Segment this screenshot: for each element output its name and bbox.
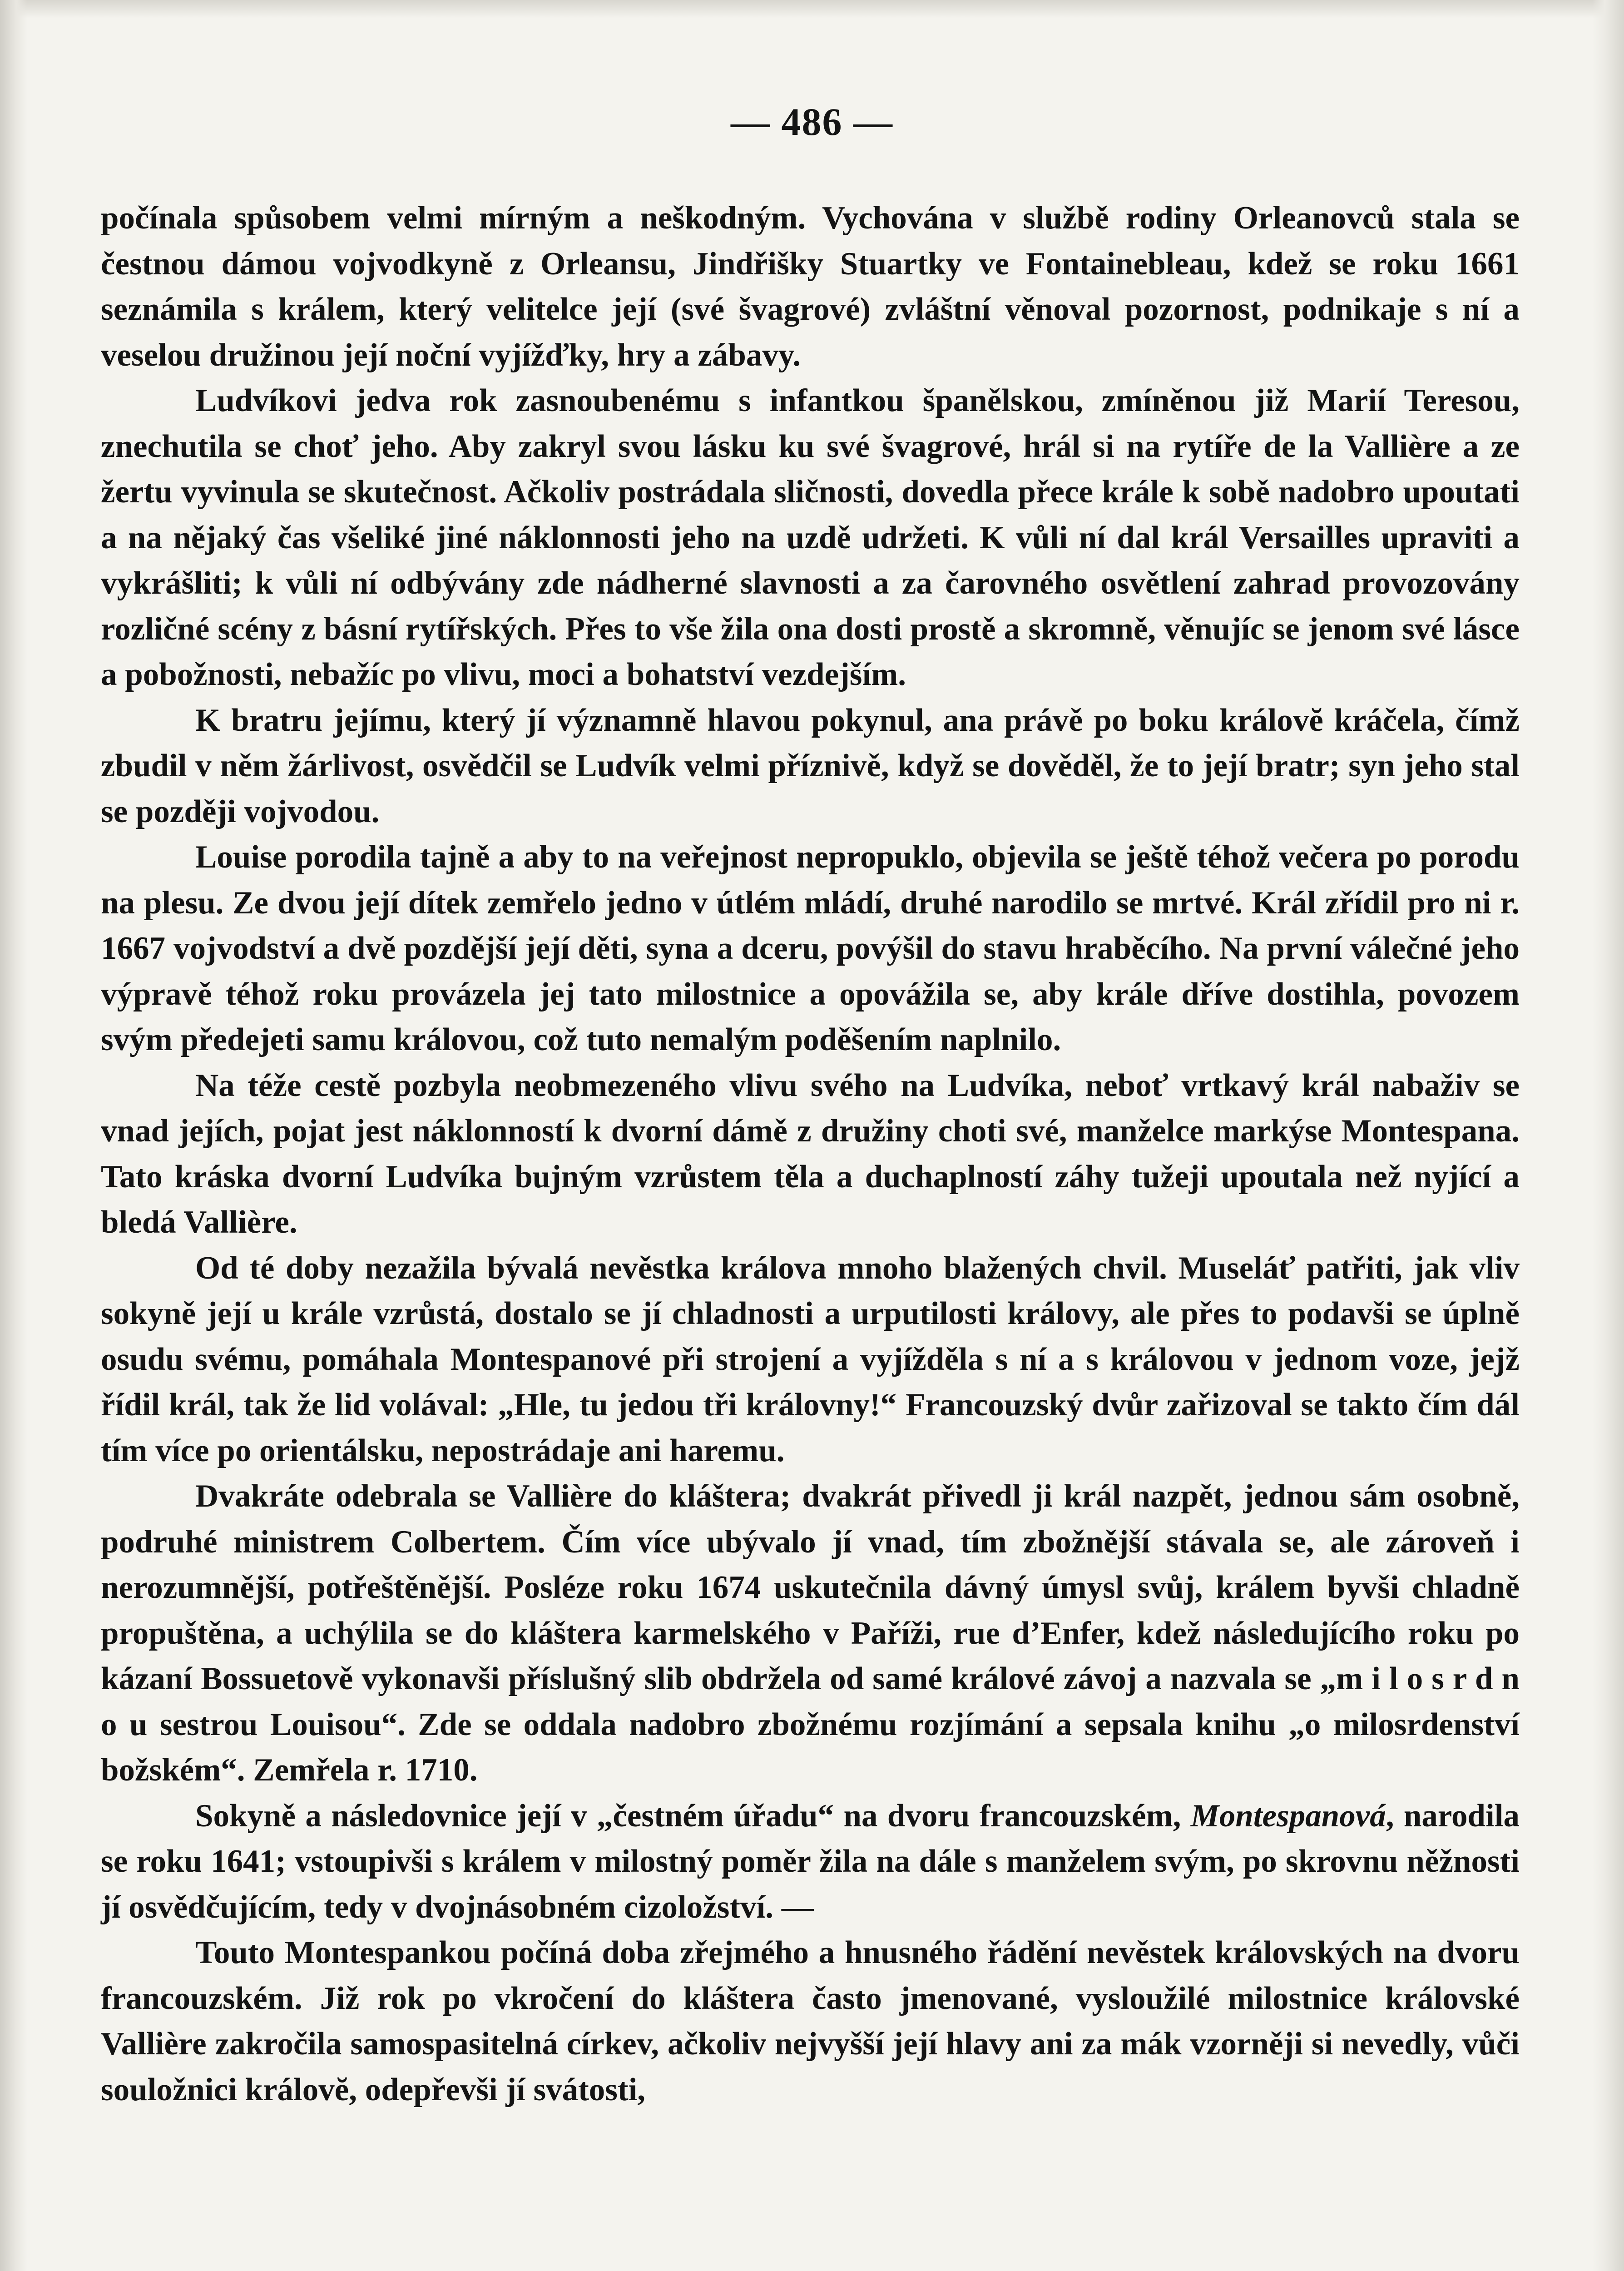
body-text (101, 195, 1520, 2112)
page-number: — 486 — (731, 100, 893, 144)
paragraph-2: Ludvíkovi jedva rok zasnoubenému s infantkou španělskou, zmíněnou již Marií Teresou, znechutila se choť jeho. Aby zakryl svou lásku ku své švagrové, hrál si na rytíře de la Vallière a ze žertu vyvinula se skutečnost. Ačkoliv postrádala sličnosti, dovedla přece krále k sobě nadobro upoutati a na nějaký čas všeliké jiné náklonnosti jeho na uzdě udržeti. K vůli ní dal král Versailles upraviti a vykrášliti; k vůli ní odbývány zde nádherné slavnosti a za čarovného osvětlení zahrad provozovány rozličné scény z básní rytířských. Přes to vše žila ona dosti prostě a skromně, věnujíc se jenom své lásce a pobožnosti, nebažíc po vlivu, moci a bohatství vezdejším. (101, 383, 1520, 692)
paragraph-3: K bratru jejímu, který jí významně hlavou pokynul, ana právě po boku královĕ kráčela, čímž zbudil v něm žárlivost, osvědčil se Ludvík velmi příznivě, když se dověděl, že to její bratr; syn jeho stal se později vojvodou. (101, 702, 1520, 829)
paragraph-8-after: , narodila se roku 1641; vstoupivši s králem v milostný poměr žila na dále s manželem svým, po skrovnu něžnosti jí osvědčujícím, tedy v dvojnásobném cizoložství. — (101, 1798, 1520, 1925)
scan-edge-right (1592, 0, 1624, 2271)
scan-edge-top (0, 0, 1624, 18)
paragraph-5: Na téže cestě pozbyla neobmezeného vlivu svého na Ludvíka, neboť vrtkavý král nabaživ se vnad jejích, pojat jest náklonností k dvorní dámě z družiny choti své, manželce markýse Montespana. Tato kráska dvorní Ludvíka bujným vzrůstem těla a duchaplností záhy tužeji upoutala než nyjící a bledá Vallière. (101, 1067, 1520, 1240)
paragraph-7: Dvakráte odebrala se Vallière do kláštera; dvakrát přivedl ji král nazpět, jednou sám osobně, podruhé ministrem Colbertem. Čím více ubývalo jí vnad, tím zbožnější stávala se, ale zároveň i nerozumnější, potřeštěnější. Posléze roku 1674 uskutečnila dávný úmysl svůj, králem byvši chladně propuštěna, a uchýlila se do kláštera karmelského v Paříži, rue d’Enfer, kdež následujícího roku po kázaní Bossuetově vykonavši příslušný slib obdržela od samé králové závoj a nazvala se „m i l o s r d n o u sestrou Louisou“. Zde se oddala nadobro zbožnému rozjímání a sepsala knihu „o milosrdenství božském“. Zemřela r. 1710. (101, 1478, 1520, 1788)
paragraph-1: počínala spůsobem velmi mírným a neškodným. Vychována v službě rodiny Orleanovců stala se čestnou dámou vojvodkyně z Orleansu, Jindřišky Stuartky ve Fontainebleau, kdež se roku 1661 seznámila s králem, který velitelce její (své švagrové) zvláštní věnoval pozornost, podnikaje s ní a veselou družinou její noční vyjížďky, hry a zábavy. (101, 200, 1520, 373)
paragraph-4: Louise porodila tajně a aby to na veřejnost nepropuklo, objevila se ještě téhož večera po porodu na plesu. Ze dvou její dítek zemřelo jedno v útlém mládí, druhé narodilo se mrtvé. Král zřídil pro ni r. 1667 vojvodství a dvě pozdější její děti, syna a dceru, povýšil do stavu hraběcího. Na první válečné jeho výpravě téhož roku provázela jej tato milostnice a opovážila se, aby krále dříve dostihla, povozem svým předejeti samu královou, což tuto nemalým poděšením naplnilo. (101, 839, 1520, 1057)
paragraph-8-before: Sokyně a následovnice její v „čestném úřadu“ na dvoru francouzském, (195, 1798, 1191, 1834)
paragraph-8 (101, 1793, 1520, 1930)
paragraph-6: Od té doby nezažila bývalá nevěstka králova mnoho blažených chvil. Museláť patřiti, jak vliv sokyně její u krále vzrůstá, dostalo se jí chladnosti a urputilosti královy, ale přes to podavši se úplně osudu svému, pomáhala Montespanové při strojení a vyjížděla s ní a s královou v jednom voze, jejž řídil král, tak že lid volával: „Hle, tu jedou tři královny!“ Francouzský dvůr zařizoval se takto čím dál tím více po orientálsku, nepostrádaje ani haremu. (101, 1250, 1520, 1468)
scan-edge-left (0, 0, 27, 2271)
italic-name-montespanova: Montespanová (1190, 1798, 1386, 1834)
paragraph-9: Touto Montespankou počíná doba zřejmého a hnusného řádění nevěstek královských na dvoru francouzském. Již rok po vkročení do kláštera často jmenované, vysloužilé milostnice královské Vallière zakročila samospasitelná církev, ačkoliv nejvyšší její hlavy ani za mák vzorněji si nevedly, vůči souložnici královĕ, odepřevši jí svátosti, (101, 1935, 1520, 2107)
